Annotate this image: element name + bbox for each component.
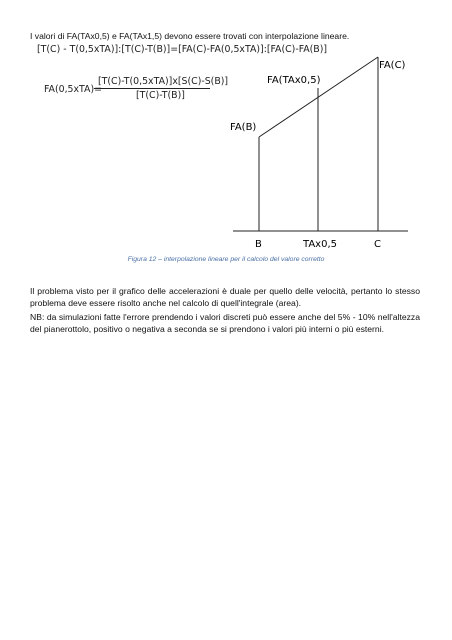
paragraph-dual-problem: Il problema visto per il grafico delle accelerazioni è duale per quello delle velocità, pertanto lo stesso problema deve essere risolto anche nel calcolo di quell'integrale (area). <box>30 286 420 308</box>
x-label-c: C <box>374 239 381 250</box>
x-label-ta: TAx0,5 <box>303 239 337 250</box>
formula-denominator: [T(C)-T(B)] <box>136 90 185 101</box>
formula-numerator: [T(C)-T(0,5xTA)]x[S(C)-S(B)] <box>98 76 229 87</box>
formula-lhs: FA(0,5xTA)= <box>44 84 102 95</box>
interpolation-proportion: [T(C) - T(0,5xTA)]:[T(C)-T(B)]=[FA(C)-FA(0,5xTA)]:[FA(C)-FA(B)] <box>37 44 328 55</box>
label-fa-b: FA(B) <box>230 122 257 133</box>
paragraph-nb-note: NB: da simulazioni fatte l'errore prendendo i valori discreti può essere anche del 5% - 10% nell'altezza del pianerottolo, positivo o negativa a seconda se si prendono i valori più interni o più esterni. <box>30 312 420 334</box>
label-fa-ta: FA(TAx0,5) <box>267 75 321 86</box>
label-fa-c: FA(C) <box>379 60 406 71</box>
x-label-b: B <box>255 239 262 250</box>
figure-caption: Figura 12 – interpolazione lineare per il calcolo del valore corretto <box>127 256 325 263</box>
intro-text: I valori di FA(TAx0,5) e FA(TAx1,5) devono essere trovati con interpolazione lineare. <box>30 31 350 41</box>
